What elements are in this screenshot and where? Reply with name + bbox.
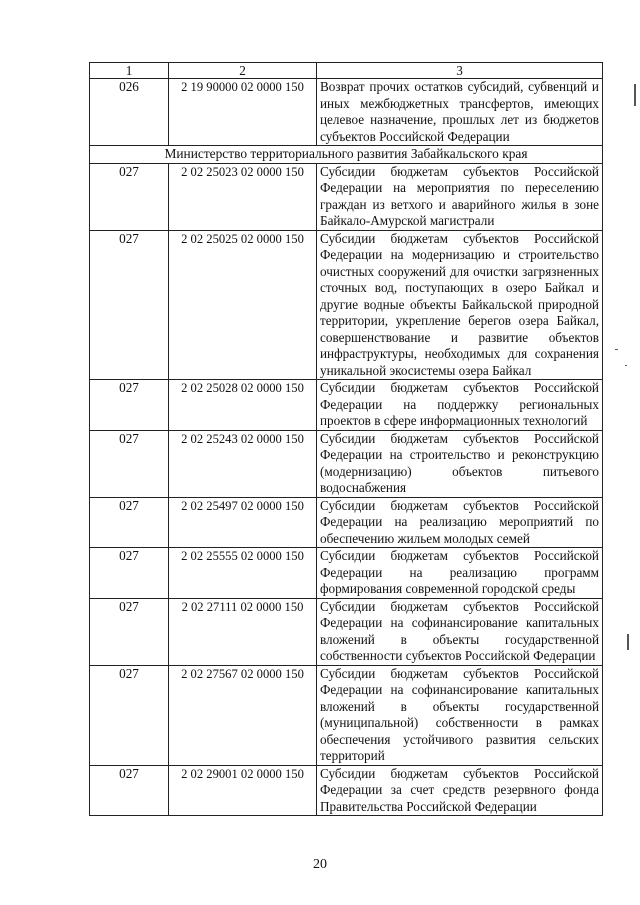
- description-cell: Субсидии бюджетам субъектов Российской Федерации на софинансирование капитальных вложений в объекты государственной (муниципальной) собственности в рамках обеспечения устойчивого развития сельских территорий: [317, 665, 603, 765]
- table-row: [90, 765, 603, 816]
- admin-code-cell: 026: [90, 79, 169, 146]
- admin-code-cell: 027: [90, 765, 169, 816]
- admin-code-cell: 027: [90, 163, 169, 230]
- description-cell: Субсидии бюджетам субъектов Российской Федерации на реализацию программ формирования современной городской среды: [317, 548, 603, 599]
- budget-codes-table: [89, 62, 603, 816]
- admin-code-cell: 027: [90, 598, 169, 665]
- scan-mark: [625, 365, 627, 366]
- description-cell: Субсидии бюджетам субъектов Российской Федерации за счет средств резервного фонда Правительства Российской Федерации: [317, 765, 603, 816]
- table-row: [90, 163, 603, 230]
- table-row: [90, 497, 603, 548]
- description-cell: Субсидии бюджетам субъектов Российской Федерации на софинансирование капитальных вложений в объекты государственной собственности субъектов Российской Федерации: [317, 598, 603, 665]
- admin-code-cell: 027: [90, 430, 169, 497]
- page-number: 20: [313, 857, 327, 872]
- description-cell: Субсидии бюджетам субъектов Российской Федерации на поддержку региональных проектов в сфере информационных технологий: [317, 380, 603, 431]
- revenue-code-cell: 2 02 25028 02 0000 150: [169, 380, 317, 431]
- revenue-code-cell: 2 02 25555 02 0000 150: [169, 548, 317, 599]
- revenue-code-cell: 2 02 25243 02 0000 150: [169, 430, 317, 497]
- table-header-row: [90, 63, 603, 79]
- table-row: [90, 665, 603, 765]
- admin-code-cell: 027: [90, 665, 169, 765]
- revenue-code-cell: 2 02 25025 02 0000 150: [169, 230, 317, 380]
- description-cell: Возврат прочих остатков субсидий, субвенций и иных межбюджетных трансфертов, имеющих целевое назначение, прошлых лет из бюджетов субъектов Российской Федерации: [317, 79, 603, 146]
- description-cell: Субсидии бюджетам субъектов Российской Федерации на мероприятия по переселению граждан из ветхого и аварийного жилья в зоне Байкало-Амурской магистрали: [317, 163, 603, 230]
- column-header-3: 3: [317, 63, 603, 79]
- description-cell: Субсидии бюджетам субъектов Российской Федерации на реализацию мероприятий по обеспечению жильем молодых семей: [317, 497, 603, 548]
- description-cell: Субсидии бюджетам субъектов Российской Федерации на модернизацию и строительство очистных сооружений для очистки загрязненных сточных вод, поступающих в озеро Байкал и другие водные объекты Байкальской природной территории, укрепление берегов озера Байкал, совершенствование и развитие объектов инфраструктуры, необходимых для сохранения уникальной экосистемы озера Байкал: [317, 230, 603, 380]
- table-row: [90, 598, 603, 665]
- revenue-code-cell: 2 02 29001 02 0000 150: [169, 765, 317, 816]
- scan-mark: [634, 84, 636, 106]
- revenue-code-cell: 2 02 27567 02 0000 150: [169, 665, 317, 765]
- admin-code-cell: 027: [90, 548, 169, 599]
- section-title: Министерство территориального развития Забайкальского края: [90, 146, 603, 164]
- table-row: [90, 230, 603, 380]
- column-header-1: 1: [90, 63, 169, 79]
- revenue-code-cell: 2 02 25497 02 0000 150: [169, 497, 317, 548]
- section-header-row: [90, 146, 603, 164]
- description-cell: Субсидии бюджетам субъектов Российской Федерации на строительство и реконструкцию (модернизацию) объектов питьевого водоснабжения: [317, 430, 603, 497]
- table-row: [90, 79, 603, 146]
- revenue-code-cell: 2 02 25023 02 0000 150: [169, 163, 317, 230]
- table-row: [90, 548, 603, 599]
- scan-mark: [627, 634, 629, 650]
- admin-code-cell: 027: [90, 380, 169, 431]
- admin-code-cell: 027: [90, 230, 169, 380]
- table-row: [90, 380, 603, 431]
- revenue-code-cell: 2 19 90000 02 0000 150: [169, 79, 317, 146]
- scan-mark: [615, 349, 618, 350]
- column-header-2: 2: [169, 63, 317, 79]
- admin-code-cell: 027: [90, 497, 169, 548]
- revenue-code-cell: 2 02 27111 02 0000 150: [169, 598, 317, 665]
- table-row: [90, 430, 603, 497]
